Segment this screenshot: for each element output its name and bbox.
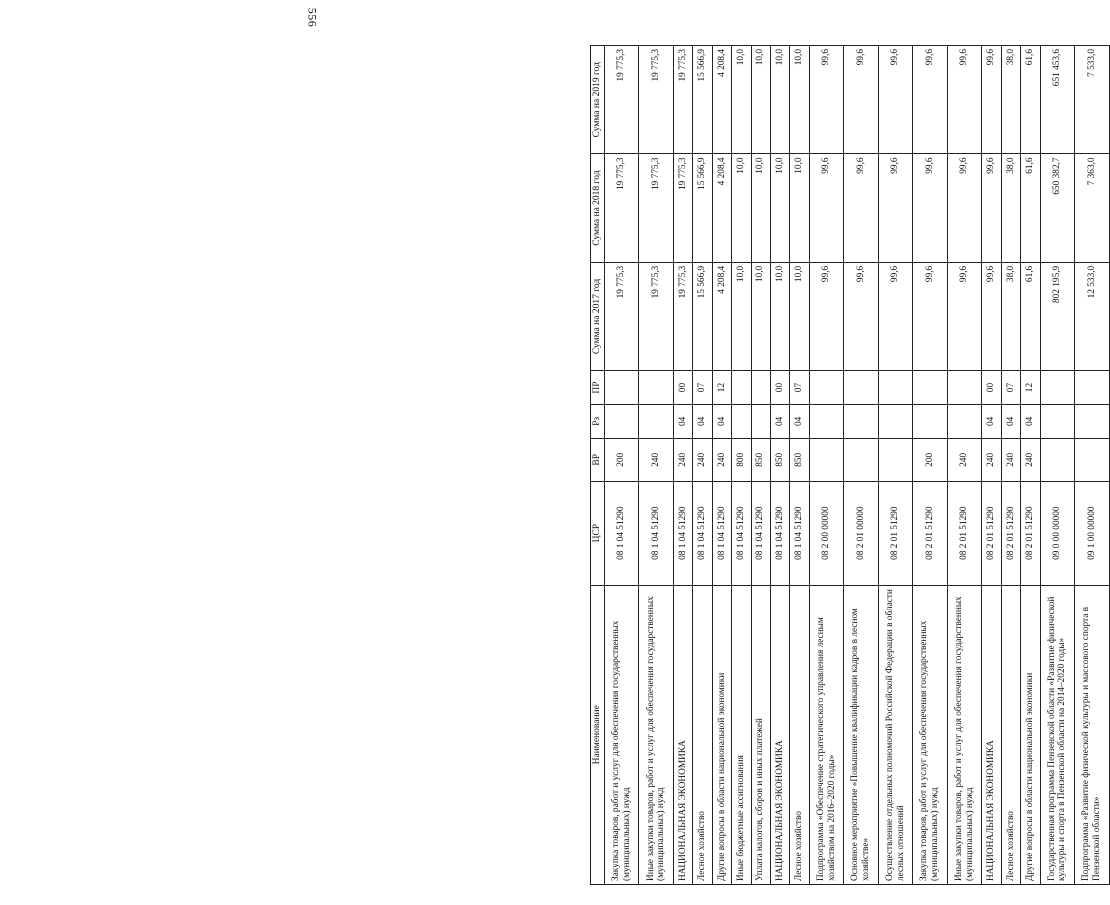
cell-name: НАЦИОНАЛЬНАЯ ЭКОНОМИКА (982, 585, 1001, 884)
cell-csr: 08 2 01 51290 (1001, 481, 1020, 585)
cell-csr: 08 1 04 51290 (693, 481, 712, 585)
table-row (639, 46, 674, 885)
cell-vr: 800 (732, 438, 751, 481)
table-row (674, 46, 693, 885)
cell-sum-2017: 15 566,9 (693, 262, 712, 370)
cell-vr: 240 (674, 438, 693, 481)
cell-sum-2018: 19 775,3 (604, 154, 639, 262)
cell-csr: 08 2 01 51290 (913, 481, 948, 585)
cell-name: Подпрограмма «Обеспечение стратегического управления лесным хозяйством на 2016–2020 годы» (809, 585, 844, 884)
cell-pr (732, 371, 751, 405)
cell-rz: 04 (790, 404, 809, 438)
cell-csr: 08 1 04 51290 (770, 481, 789, 585)
header-rz: Рз (591, 404, 605, 438)
cell-vr: 850 (770, 438, 789, 481)
cell-sum-2019: 99,6 (913, 46, 948, 154)
cell-name: Иные закупки товаров, работ и услуг для обеспечения государственных (муниципальных) нужд (639, 585, 674, 884)
table-row (712, 46, 731, 885)
cell-sum-2019: 61,6 (1021, 46, 1040, 154)
cell-sum-2017: 10,0 (770, 262, 789, 370)
cell-csr: 09 0 00 00000 (1040, 481, 1075, 585)
cell-sum-2018: 99,6 (878, 154, 913, 262)
cell-rz (751, 404, 770, 438)
cell-rz (1075, 404, 1110, 438)
cell-pr (913, 371, 948, 405)
cell-name: Иные закупки товаров, работ и услуг для обеспечения государственных (муниципальных) нужд (947, 585, 982, 884)
cell-name: Другие вопросы в области национальной экономики (712, 585, 731, 884)
header-sum-2017: Сумма на 2017 год (591, 262, 605, 370)
cell-sum-2017: 99,6 (947, 262, 982, 370)
page-number: 556 (305, 7, 320, 28)
cell-sum-2017: 19 775,3 (604, 262, 639, 370)
table-row (732, 46, 751, 885)
cell-name: Другие вопросы в области национальной экономики (1021, 585, 1040, 884)
cell-sum-2019: 19 775,3 (639, 46, 674, 154)
cell-sum-2017: 802 195,9 (1040, 262, 1075, 370)
cell-sum-2017: 19 775,3 (674, 262, 693, 370)
table-row (982, 46, 1001, 885)
cell-sum-2017: 10,0 (732, 262, 751, 370)
table-row (913, 46, 948, 885)
cell-sum-2018: 99,6 (982, 154, 1001, 262)
cell-sum-2018: 99,6 (844, 154, 879, 262)
cell-pr (1040, 371, 1075, 405)
cell-sum-2019: 99,6 (982, 46, 1001, 154)
cell-rz: 04 (674, 404, 693, 438)
cell-sum-2018: 61,6 (1021, 154, 1040, 262)
cell-csr: 08 2 01 51290 (947, 481, 982, 585)
cell-sum-2017: 99,6 (913, 262, 948, 370)
cell-sum-2017: 12 533,0 (1075, 262, 1110, 370)
cell-csr: 08 1 04 51290 (732, 481, 751, 585)
cell-sum-2017: 10,0 (790, 262, 809, 370)
table-row (1040, 46, 1075, 885)
cell-rz: 04 (982, 404, 1001, 438)
cell-sum-2018: 7 363,0 (1075, 154, 1110, 262)
cell-sum-2017: 19 775,3 (639, 262, 674, 370)
cell-pr (604, 371, 639, 405)
table-row (809, 46, 844, 885)
table-row (604, 46, 639, 885)
cell-sum-2019: 19 775,3 (604, 46, 639, 154)
cell-vr (878, 438, 913, 481)
cell-name: Закупка товаров, работ и услуг для обеспечения государственных (муниципальных) нужд (913, 585, 948, 884)
table-row (1075, 46, 1110, 885)
cell-pr (878, 371, 913, 405)
cell-rz: 04 (1021, 404, 1040, 438)
cell-vr: 200 (913, 438, 948, 481)
cell-vr: 240 (693, 438, 712, 481)
cell-sum-2019: 10,0 (751, 46, 770, 154)
cell-sum-2018: 10,0 (770, 154, 789, 262)
cell-sum-2018: 15 566,9 (693, 154, 712, 262)
cell-sum-2019: 38,0 (1001, 46, 1020, 154)
cell-vr: 850 (790, 438, 809, 481)
cell-pr: 12 (1021, 371, 1040, 405)
cell-vr (844, 438, 879, 481)
cell-pr: 00 (770, 371, 789, 405)
cell-rz (913, 404, 948, 438)
cell-csr: 08 1 04 51290 (751, 481, 770, 585)
cell-name: Лесное хозяйство (693, 585, 712, 884)
cell-pr: 00 (982, 371, 1001, 405)
table-header-row (591, 46, 605, 885)
cell-sum-2018: 650 382,7 (1040, 154, 1075, 262)
cell-sum-2019: 10,0 (732, 46, 751, 154)
cell-csr: 08 2 01 51290 (982, 481, 1001, 585)
cell-pr (639, 371, 674, 405)
cell-sum-2019: 651 453,6 (1040, 46, 1075, 154)
header-pr: ПР (591, 371, 605, 405)
cell-rz (639, 404, 674, 438)
cell-sum-2017: 10,0 (751, 262, 770, 370)
header-sum-2018: Сумма на 2018 год (591, 154, 605, 262)
table-row (1001, 46, 1020, 885)
cell-sum-2019: 19 775,3 (674, 46, 693, 154)
cell-pr (1075, 371, 1110, 405)
cell-sum-2018: 38,0 (1001, 154, 1020, 262)
cell-sum-2017: 61,6 (1021, 262, 1040, 370)
cell-rz (732, 404, 751, 438)
cell-pr: 12 (712, 371, 731, 405)
table-row (844, 46, 879, 885)
header-csr: ЦСР (591, 481, 605, 585)
cell-pr: 07 (1001, 371, 1020, 405)
cell-pr (751, 371, 770, 405)
cell-name: Закупка товаров, работ и услуг для обеспечения государственных (муниципальных) нужд (604, 585, 639, 884)
header-name: Наименование (591, 585, 605, 884)
table-row (751, 46, 770, 885)
cell-name: НАЦИОНАЛЬНАЯ ЭКОНОМИКА (674, 585, 693, 884)
cell-vr: 200 (604, 438, 639, 481)
cell-sum-2019: 10,0 (770, 46, 789, 154)
cell-sum-2019: 99,6 (809, 46, 844, 154)
cell-vr: 240 (639, 438, 674, 481)
cell-vr: 240 (712, 438, 731, 481)
cell-sum-2019: 99,6 (878, 46, 913, 154)
cell-name: Иные бюджетные ассигнования (732, 585, 751, 884)
cell-sum-2018: 19 775,3 (674, 154, 693, 262)
cell-pr (844, 371, 879, 405)
table-row (693, 46, 712, 885)
cell-vr (809, 438, 844, 481)
cell-rz (604, 404, 639, 438)
cell-pr (947, 371, 982, 405)
cell-sum-2018: 10,0 (790, 154, 809, 262)
cell-csr: 08 2 01 51290 (1021, 481, 1040, 585)
header-sum-2019: Сумма на 2019 год (591, 46, 605, 154)
cell-vr (1075, 438, 1110, 481)
cell-sum-2018: 99,6 (947, 154, 982, 262)
cell-rz (947, 404, 982, 438)
cell-vr: 850 (751, 438, 770, 481)
cell-name: Государственная программа Пензенской области «Развитие физической культуры и спорта в Пензенской области на 2014–2020 годы» (1040, 585, 1075, 884)
cell-rz (844, 404, 879, 438)
cell-sum-2017: 99,6 (878, 262, 913, 370)
cell-name: НАЦИОНАЛЬНАЯ ЭКОНОМИКА (770, 585, 789, 884)
cell-rz (878, 404, 913, 438)
cell-vr: 240 (982, 438, 1001, 481)
cell-name: Лесное хозяйство (1001, 585, 1020, 884)
cell-sum-2019: 99,6 (947, 46, 982, 154)
cell-sum-2017: 99,6 (844, 262, 879, 370)
cell-rz: 04 (1001, 404, 1020, 438)
cell-name: Лесное хозяйство (790, 585, 809, 884)
cell-sum-2018: 19 775,3 (639, 154, 674, 262)
cell-sum-2018: 10,0 (732, 154, 751, 262)
cell-csr: 08 1 04 51290 (604, 481, 639, 585)
table-row (790, 46, 809, 885)
table-row (770, 46, 789, 885)
cell-sum-2019: 15 566,9 (693, 46, 712, 154)
cell-sum-2018: 4 208,4 (712, 154, 731, 262)
cell-csr: 08 2 00 00000 (809, 481, 844, 585)
cell-sum-2019: 4 208,4 (712, 46, 731, 154)
cell-pr: 07 (693, 371, 712, 405)
cell-vr: 240 (1021, 438, 1040, 481)
cell-name: Подпрограмма «Развитие физической культуры и массового спорта в Пензенской области» (1075, 585, 1110, 884)
cell-name: Уплата налогов, сборов и иных платежей (751, 585, 770, 884)
header-vr: ВР (591, 438, 605, 481)
cell-csr: 08 2 01 00000 (844, 481, 879, 585)
cell-csr: 08 1 04 51290 (674, 481, 693, 585)
cell-vr (1040, 438, 1075, 481)
cell-sum-2019: 7 533,0 (1075, 46, 1110, 154)
cell-rz (809, 404, 844, 438)
cell-sum-2019: 10,0 (790, 46, 809, 154)
cell-sum-2018: 99,6 (809, 154, 844, 262)
cell-csr: 09 1 00 00000 (1075, 481, 1110, 585)
cell-sum-2017: 38,0 (1001, 262, 1020, 370)
cell-pr (809, 371, 844, 405)
cell-rz: 04 (770, 404, 789, 438)
cell-csr: 08 1 04 51290 (790, 481, 809, 585)
cell-pr: 00 (674, 371, 693, 405)
table-body (604, 46, 1109, 885)
table-row (878, 46, 913, 885)
cell-csr: 08 1 04 51290 (712, 481, 731, 585)
cell-vr: 240 (947, 438, 982, 481)
cell-rz: 04 (712, 404, 731, 438)
cell-sum-2019: 99,6 (844, 46, 879, 154)
cell-pr: 07 (790, 371, 809, 405)
cell-sum-2017: 99,6 (809, 262, 844, 370)
cell-sum-2018: 10,0 (751, 154, 770, 262)
cell-sum-2018: 99,6 (913, 154, 948, 262)
cell-name: Основное мероприятие «Повышение квалификации кадров в лесном хозяйстве» (844, 585, 879, 884)
cell-sum-2017: 4 208,4 (712, 262, 731, 370)
cell-name: Осуществление отдельных полномочий Российской Федерации в области лесных отношений (878, 585, 913, 884)
cell-sum-2017: 99,6 (982, 262, 1001, 370)
cell-rz (1040, 404, 1075, 438)
cell-csr: 08 1 04 51290 (639, 481, 674, 585)
budget-table (590, 45, 1110, 885)
cell-csr: 08 2 01 51290 (878, 481, 913, 585)
table-row (947, 46, 982, 885)
table-row (1021, 46, 1040, 885)
rotated-table-container (590, 45, 1110, 885)
cell-rz: 04 (693, 404, 712, 438)
cell-vr: 240 (1001, 438, 1020, 481)
